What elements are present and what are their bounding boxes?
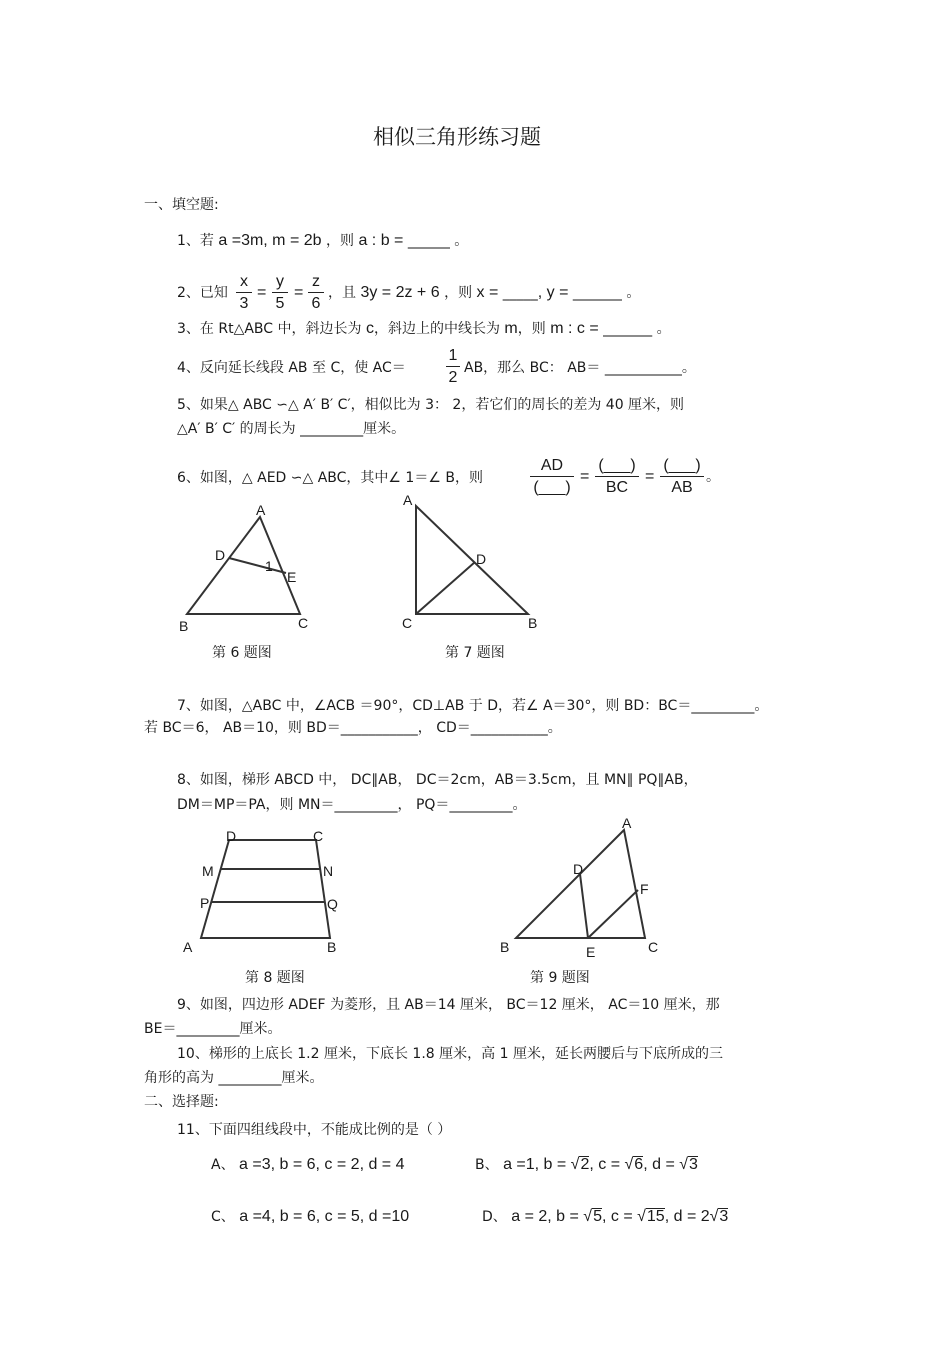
equals-sign: = — [580, 468, 590, 485]
label-d: D — [226, 828, 237, 844]
figure-9 — [500, 815, 658, 960]
question-10-line-2: 角形的高为 _________厘米。 — [144, 1070, 324, 1086]
period: 。 — [706, 469, 720, 485]
option-b[interactable]: B、 a =1, b = √2, c = √6, d = √3 — [475, 1156, 698, 1173]
answer-blank[interactable]: ______ — [407, 233, 450, 249]
question-11-stem: 11、下面四组线段中，不能成比例的是（ ） — [177, 1122, 452, 1138]
fraction-y-5: y 5 — [272, 272, 288, 313]
option-d[interactable]: D、 a = 2, b = √5, c = √15, d = 2√3 — [482, 1208, 729, 1225]
answer-blank[interactable]: ___________ — [604, 360, 682, 376]
answer-blank-y[interactable]: _______ — [572, 285, 622, 301]
option-a[interactable]: A、 a =3, b = 6, c = 2, d = 4 — [211, 1156, 405, 1173]
label-d: D — [573, 861, 584, 877]
figure-7 — [402, 492, 537, 631]
equals-sign: = — [645, 468, 655, 485]
label-a: A — [183, 939, 193, 955]
question-3: 3、在 Rt△ABC 中，斜边长为 c，斜边上的中线长为 m，则 m : c = _______ 。 — [177, 320, 671, 337]
segment-ef — [588, 890, 638, 938]
label-b: B — [327, 939, 337, 955]
label-c: C — [402, 615, 413, 631]
question-9-line-2: BE＝_________厘米。 — [144, 1021, 282, 1037]
trapezoid-abcd — [201, 840, 330, 938]
figure-8 — [183, 828, 338, 955]
question-2-rest: ，且 3y = 2z + 6 ，则 x = _____, y = _______ 。 — [328, 284, 641, 301]
label-d: D — [215, 547, 226, 563]
fraction-bc: (___) BC — [595, 456, 639, 497]
answer-blank[interactable]: _________ — [218, 1070, 282, 1086]
figure-6-caption: 第 6 题图 — [212, 645, 272, 661]
section-fill-in: 一、填空题: — [144, 197, 219, 213]
label-n: N — [323, 863, 334, 879]
question-9-line-1: 9、如图，四边形 ADEF 为菱形，且 AB＝14 厘米， BC＝12 厘米， AC＝10 厘米，那 — [177, 997, 720, 1013]
question-1: 1、若 a =3m, m = 2b ，则 a : b = ______ 。 — [177, 232, 469, 249]
question-2-prefix: 2、已知 — [177, 285, 228, 301]
label-f: F — [640, 881, 649, 897]
answer-blank[interactable]: ___________ — [340, 720, 418, 736]
equals-sign: = — [294, 284, 304, 301]
answer-blank[interactable]: _________ — [334, 797, 398, 813]
label-angle-1: 1 — [265, 558, 273, 574]
answer-blank[interactable]: _________ — [449, 797, 513, 813]
question-7-line-1: 7、如图，△ABC 中，∠ACB ＝90°，CD⊥AB 于 D，若∠ A＝30°，则 BD：BC＝_________。 — [177, 698, 769, 714]
fraction-ad: AD (___) — [530, 456, 574, 497]
section-multiple-choice: 二、选择题: — [144, 1094, 219, 1110]
triangle-abc-right — [416, 506, 528, 614]
answer-blank-x[interactable]: _____ — [502, 285, 538, 301]
equals-sign: = — [257, 284, 267, 301]
figure-7-caption: 第 7 题图 — [445, 645, 505, 661]
label-b: B — [500, 939, 510, 955]
fraction-x-3: x 3 — [236, 272, 252, 313]
question-5-line-2: △A′ B′ C′ 的周长为 _________厘米。 — [177, 421, 406, 437]
answer-blank[interactable]: _________ — [691, 698, 755, 714]
answer-blank[interactable]: (___) — [533, 479, 571, 496]
label-d: D — [476, 551, 487, 567]
answer-blank[interactable]: (___) — [663, 457, 701, 474]
answer-blank[interactable]: _______ — [603, 321, 653, 337]
question-4-rest: AB，那么 BC： AB＝ ___________。 — [464, 360, 696, 376]
question-4-prefix: 4、反向延长线段 AB 至 C，使 AC＝ — [177, 360, 406, 376]
question-10-line-1: 10、梯形的上底长 1.2 厘米，下底长 1.8 厘米，高 1 厘米，延长两腰后与下底所成的三 — [177, 1046, 723, 1062]
answer-blank[interactable]: ___________ — [470, 720, 548, 736]
label-q: Q — [327, 896, 338, 912]
page-title: 相似三角形练习题 — [373, 125, 541, 149]
segment-cd — [416, 562, 475, 614]
label-b: B — [179, 618, 189, 634]
fraction-z-6: z 6 — [308, 272, 324, 313]
answer-blank[interactable]: (___) — [598, 457, 636, 474]
question-8-line-1: 8、如图，梯形 ABCD 中， DC∥AB， DC＝2cm，AB＝3.5cm，且 MN∥ PQ∥AB， — [177, 772, 698, 788]
label-a: A — [403, 492, 413, 508]
label-m: M — [202, 863, 214, 879]
label-a: A — [256, 502, 266, 518]
segment-de — [580, 874, 588, 938]
option-c[interactable]: C、 a =4, b = 6, c = 5, d =10 — [211, 1208, 410, 1225]
answer-blank[interactable]: _________ — [176, 1021, 240, 1037]
question-7-line-2: 若 BC＝6， AB＝10，则 BD＝___________， CD＝___________。 — [144, 720, 562, 736]
question-5-line-1: 5、如果△ ABC ∽△ A′ B′ C′，相似比为 3： 2，若它们的周长的差为 40 厘米，则 — [177, 397, 685, 413]
label-c: C — [648, 939, 659, 955]
fraction-one-half: 1 2 — [446, 346, 460, 387]
question-8-line-2: DM＝MP＝PA，则 MN＝_________， PQ＝_________。 — [177, 797, 527, 813]
question-6-prefix: 6、如图，△ AED ∽△ ABC，其中∠ 1＝∠ B，则 — [177, 470, 483, 486]
label-p: P — [200, 895, 210, 911]
label-e: E — [586, 944, 596, 960]
label-e: E — [287, 569, 297, 585]
label-c: C — [313, 828, 324, 844]
fraction-ab: (___) AB — [660, 456, 704, 497]
answer-blank[interactable]: _________ — [300, 421, 364, 437]
figure-6 — [179, 502, 308, 634]
label-a: A — [622, 815, 632, 831]
label-b: B — [528, 615, 538, 631]
figure-9-caption: 第 9 题图 — [530, 970, 590, 986]
figure-8-caption: 第 8 题图 — [245, 970, 305, 986]
triangle-abc — [187, 517, 300, 614]
label-c: C — [298, 615, 309, 631]
